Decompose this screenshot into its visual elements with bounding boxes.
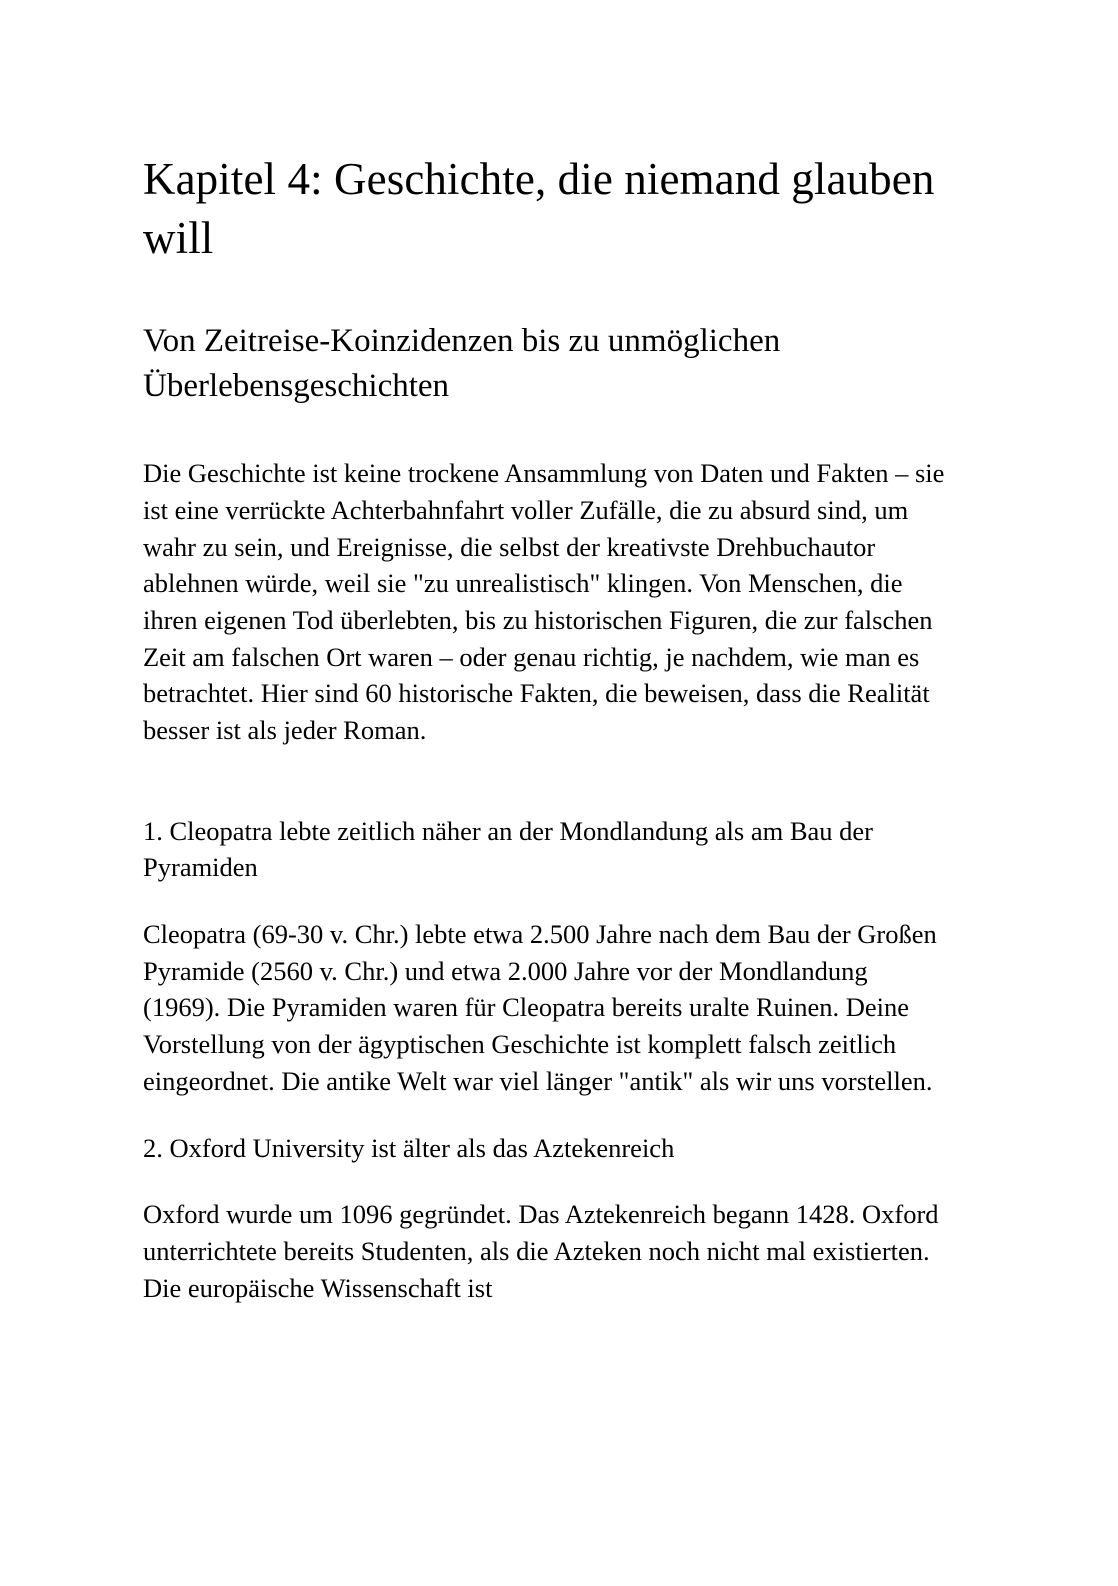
page-title: Kapitel 4: Geschichte, die niemand glauben will — [143, 154, 935, 264]
fact-body: Oxford wurde um 1096 gegründet. Das Aztekenreich begann 1428. Oxford unterrichtete bereits Studenten, als die Azteken noch nicht mal existierten. Die europäische Wissenschaft ist — [143, 1199, 939, 1303]
fact-item — [143, 1130, 948, 1307]
intro-paragraph: Die Geschichte ist keine trockene Ansammlung von Daten und Fakten – sie ist eine verrückte Achterbahnfahrt voller Zufälle, die zu absurd sind, um wahr zu sein, und Ereignisse, die selbst der kreativste Drehbuchautor ablehnen würde, weil sie "zu unrealistisch" klingen. Von Menschen, die ihren eigenen Tod überlebten, bis zu historischen Figuren, die zur falschen Zeit am falschen Ort waren – oder genau richtig, je nachdem, wie man es betrachtet. Hier sind 60 historische Fakten, die beweisen, dass die Realität besser ist als jeder Roman. — [143, 458, 945, 745]
fact-item — [143, 813, 948, 1100]
page-subtitle: Von Zeitreise-Koinzidenzen bis zu unmöglichen Überlebensgeschichten — [143, 322, 781, 404]
fact-body: Cleopatra (69-30 v. Chr.) lebte etwa 2.500 Jahre nach dem Bau der Großen Pyramide (2560 v. Chr.) und etwa 2.000 Jahre vor der Mondlandung (1969). Die Pyramiden waren für Cleopatra bereits uralte Ruinen. Deine Vorstellung von der ägyptischen Geschichte ist komplett falsch zeitlich eingeordnet. Die antike Welt war viel länger "antik" als wir uns vorstellen. — [143, 919, 937, 1096]
fact-heading: 2. Oxford University ist älter als das Aztekenreich — [143, 1132, 675, 1163]
fact-heading: 1. Cleopatra lebte zeitlich näher an der Mondlandung als am Bau der Pyramiden — [143, 815, 873, 883]
